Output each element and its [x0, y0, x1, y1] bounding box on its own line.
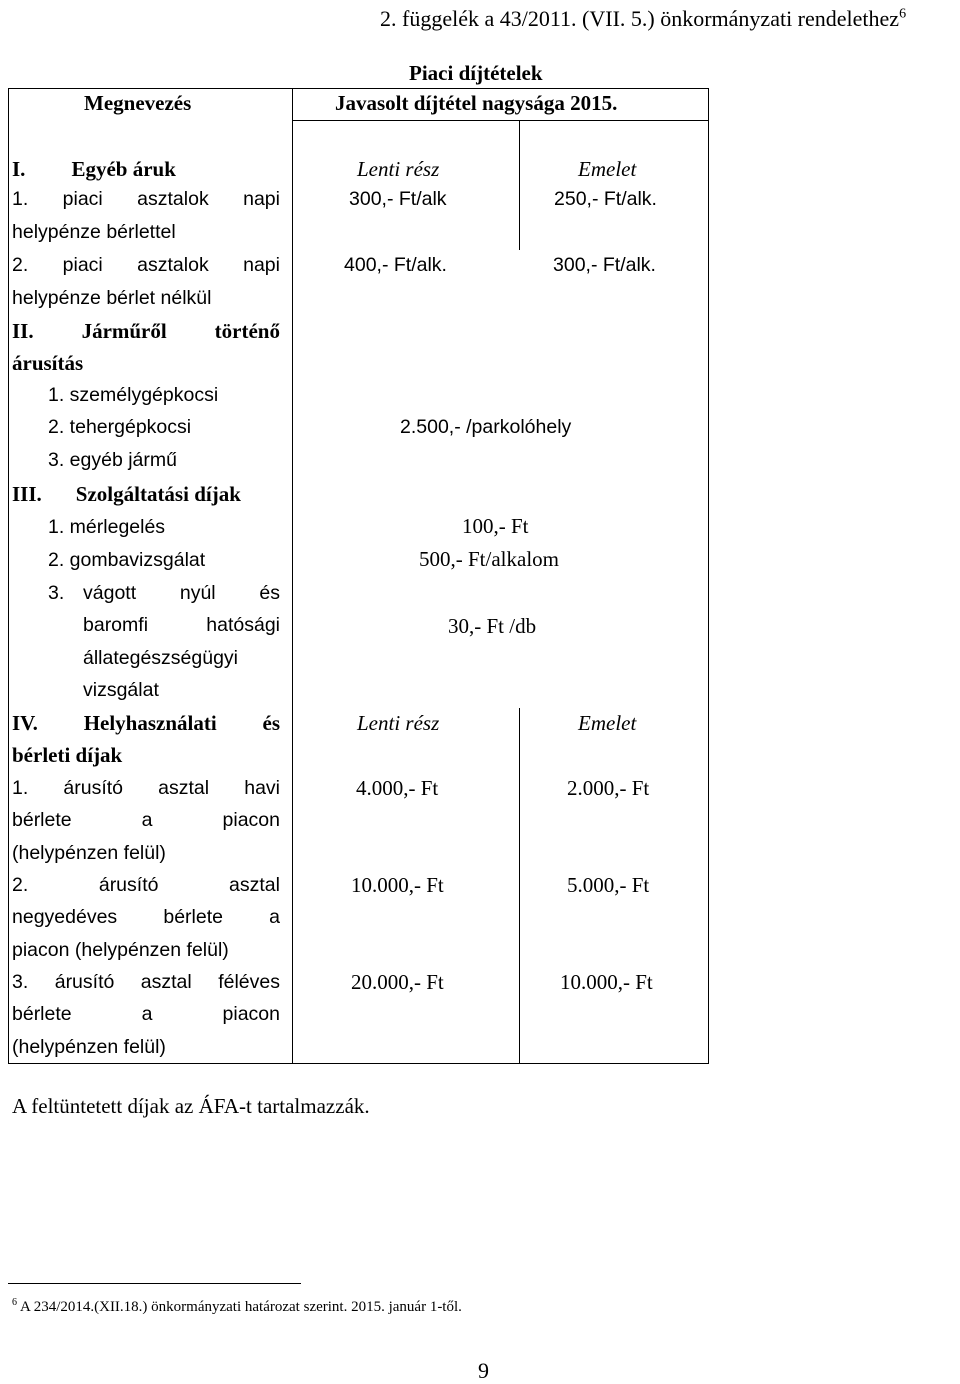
footnote-separator: [8, 1283, 301, 1284]
header-text: 2. függelék a 43/2011. (VII. 5.) önkormányzati rendelethez: [380, 6, 900, 31]
section-3-item-3-line1: vágott nyúl és: [83, 582, 280, 604]
section-3-item-1: 1. mérlegelés: [48, 516, 166, 538]
section-1-col-lower: Lenti rész: [357, 157, 440, 181]
section-1-title: I. Egyéb áruk: [12, 157, 176, 181]
section-2-item-1: 1. személygépkocsi: [48, 384, 219, 406]
row-4-2-label-line3: piacon (helypénzen felül): [12, 939, 229, 961]
row-1-2-label-line2: helypénze bérlet nélkül: [12, 287, 212, 309]
row-1-2-upper: 300,- Ft/alk.: [553, 254, 656, 276]
row-4-1-label-line1: 1. árusító asztal havi: [12, 777, 280, 799]
section-2-item-3: 3. egyéb jármű: [48, 449, 177, 471]
footnote-number: 6: [12, 1297, 17, 1308]
section-2-item-2: 2. tehergépkocsi: [48, 416, 192, 438]
section-2-value: 2.500,- /parkolóhely: [400, 416, 572, 438]
table-title: Piaci díjtételek: [409, 61, 543, 85]
section-4-col-lower: Lenti rész: [357, 711, 440, 735]
row-4-3-label-line2: bérlete a piacon: [12, 1003, 280, 1025]
row-4-2-lower: 10.000,- Ft: [351, 873, 444, 897]
footnote: [12, 1297, 462, 1316]
section-4-col-upper: Emelet: [578, 711, 637, 735]
document-header: [380, 6, 906, 32]
row-4-1-label-line3: (helypénzen felül): [12, 842, 166, 864]
row-4-1-label-line2: bérlete a piacon: [12, 809, 280, 831]
section-1-col-upper: Emelet: [578, 157, 637, 181]
row-1-1-label-line1: 1. piaci asztalok napi: [12, 188, 280, 210]
row-1-2-label-line1: 2. piaci asztalok napi: [12, 254, 280, 276]
section-3-value-3: 30,- Ft /db: [448, 614, 537, 638]
row-4-1-upper: 2.000,- Ft: [567, 776, 650, 800]
row-1-1-upper: 250,- Ft/alk.: [554, 188, 657, 210]
section-2-title-line1: II. Járműről történő: [12, 319, 280, 343]
section-3-item-3-line4: vizsgálat: [83, 679, 159, 701]
footnote-ref: 6: [899, 6, 907, 22]
row-4-2-label-line1: 2. árusító asztal: [12, 874, 280, 896]
row-1-2-lower: 400,- Ft/alk.: [344, 254, 447, 276]
row-4-3-label-line3: (helypénzen felül): [12, 1036, 166, 1058]
row-4-1-lower: 4.000,- Ft: [356, 776, 439, 800]
section-3-value-1: 100,- Ft: [462, 514, 529, 538]
section-3-item-3-num: 3.: [48, 582, 65, 604]
section-4-title-line2: bérleti díjak: [12, 743, 123, 767]
vat-note: A feltüntetett díjak az ÁFA-t tartalmazzák.: [12, 1094, 370, 1118]
row-1-1-label-line2: helypénze bérlettel: [12, 221, 176, 243]
col1-header: Megnevezés: [84, 91, 192, 115]
page-number: 9: [478, 1358, 489, 1383]
section-3-item-3-line2: baromfi hatósági: [83, 614, 280, 636]
section-3-item-3-line3: állategészségügyi: [83, 647, 239, 669]
col2-header: Javasolt díjtétel nagysága 2015.: [335, 91, 618, 115]
row-4-3-upper: 10.000,- Ft: [560, 970, 653, 994]
row-4-3-lower: 20.000,- Ft: [351, 970, 444, 994]
section-3-title: III. Szolgáltatási díjak: [12, 482, 241, 506]
row-1-1-lower: 300,- Ft/alk: [349, 188, 447, 210]
section-3-item-2: 2. gombavizsgálat: [48, 549, 206, 571]
section-2-title-line2: árusítás: [12, 351, 84, 375]
row-4-2-label-line2: negyedéves bérlete a: [12, 906, 280, 928]
footnote-text: A 234/2014.(XII.18.) önkormányzati határozat szerint. 2015. január 1-től.: [19, 1299, 462, 1315]
row-4-3-label-line1: 3. árusító asztal féléves: [12, 971, 280, 993]
section-3-value-2: 500,- Ft/alkalom: [419, 547, 559, 571]
section-4-title-line1: IV. Helyhasználati és: [12, 711, 280, 735]
row-4-2-upper: 5.000,- Ft: [567, 873, 650, 897]
